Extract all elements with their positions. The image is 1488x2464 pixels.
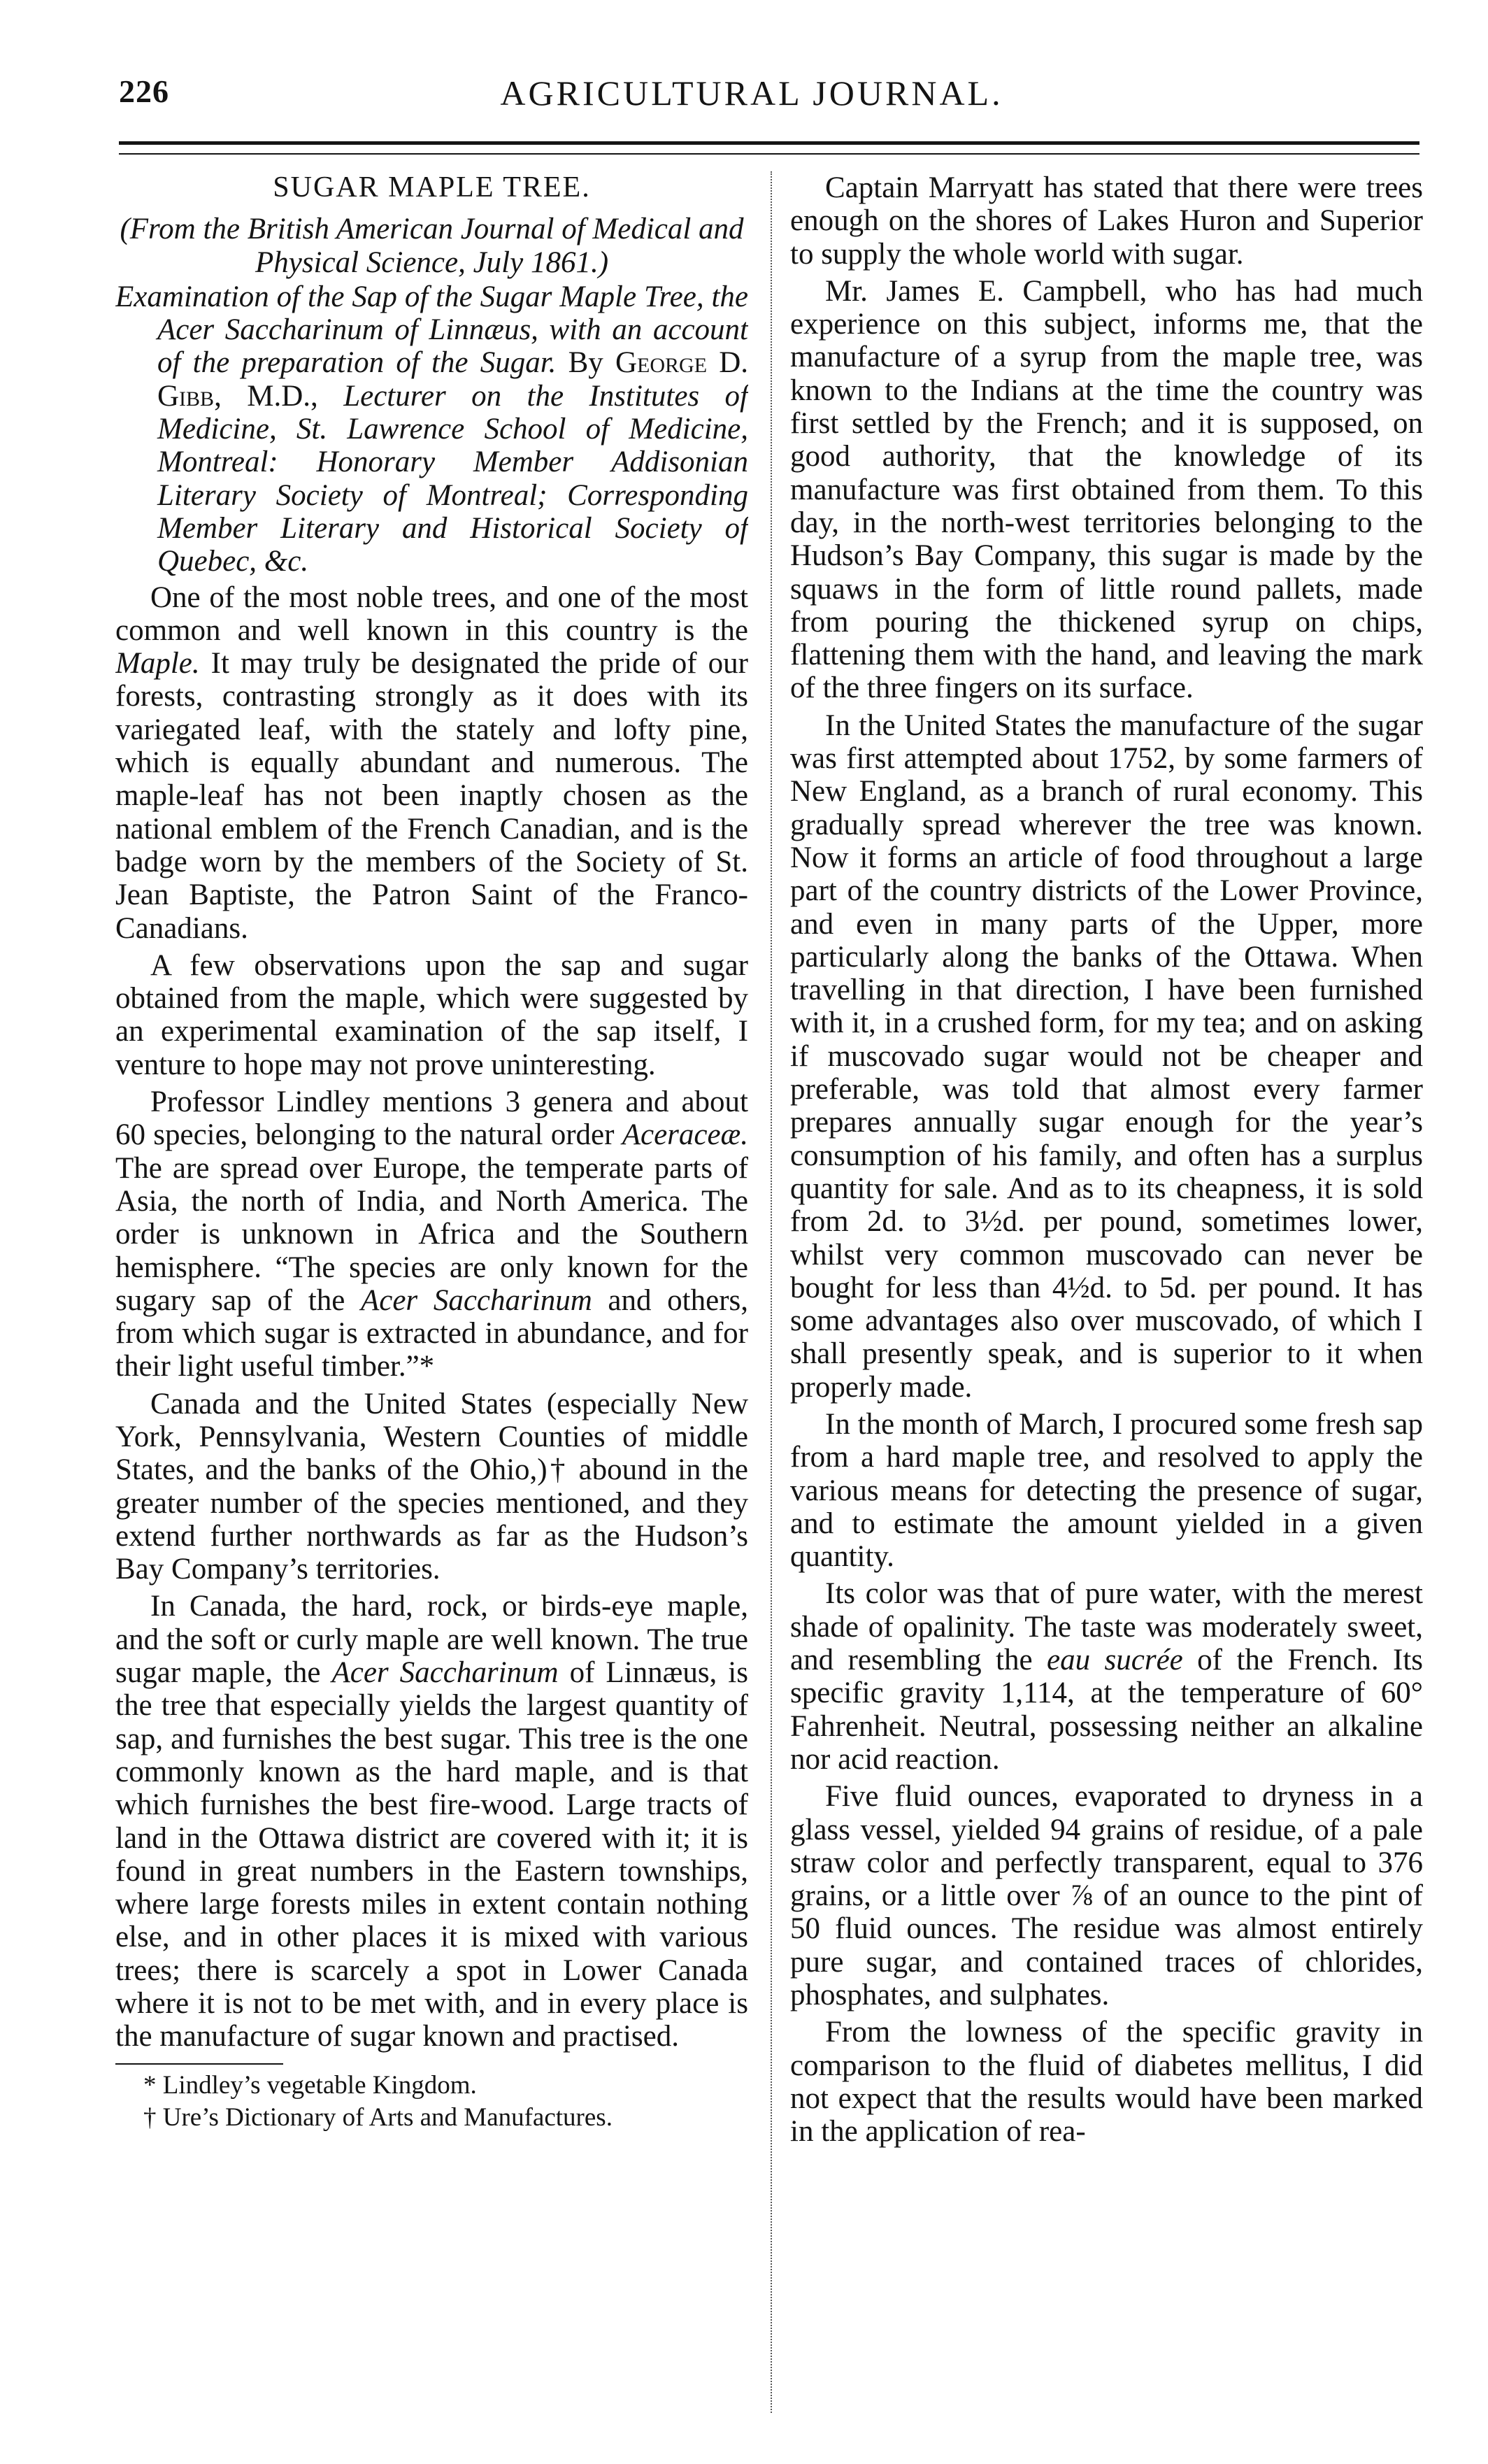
article-source: (From the British American Journal of Medical and Physical Science, July 1861.) xyxy=(120,213,744,279)
article-subtitle: Examination of the Sap of the Sugar Maple Tree, the Acer Saccharinum of Linnæus, with an account of the preparation of the Sugar. xyxy=(115,280,748,380)
running-head: AGRICULTURAL JOURNAL. xyxy=(500,73,1003,113)
right-paragraph-4: In the month of March, I procured some fresh sap from a hard maple tree, and resolved to apply the various means for detecting the presence of sugar, and to estimate the amount yielded in a given quantity. xyxy=(790,1407,1423,1574)
left-paragraph-4: Canada and the United States (especially New York, Pennsylvania, Western Counties of middle States, and the banks of the Ohio,)† abound in the greater number of the species mentioned, and they extend further northwards as far as the Hudson’s Bay Company’s territories. xyxy=(115,1387,748,1586)
author-by: By xyxy=(568,346,603,380)
right-paragraph-1: Captain Marryatt has stated that there were trees enough on the shores of Lakes Huron and Superior to supply the whole world with sugar. xyxy=(790,171,1423,271)
right-paragraph-5: Its color was that of pure water, with the merest shade of opalinity. The taste was moderately sweet, and resembling the eau sucrée of the French. Its specific gravity 1,114, at the temperature of 60° Fahrenheit. Neutral, possessing neither an alkaline nor acid reaction. xyxy=(790,1577,1423,1776)
left-paragraph-1: One of the most noble trees, and one of the most common and well known in this country is the Maple. It may truly be designated the pride of our forests, contrasting strongly as it does with its variegated leaf, with the stately and lofty pine, which is equally abundant and numerous. The maple-leaf has not been inaptly chosen as the national emblem of the French Canadian, and is the badge worn by the members of the Society of St. Jean Baptiste, the Patron Saint of the Franco-Canadians. xyxy=(115,581,748,945)
left-paragraph-2: A few observations upon the sap and sugar obtained from the maple, which were suggested by an experimental examination of the sap itself, I venture to hope may not prove uninteresting. xyxy=(115,948,748,1081)
right-paragraph-2: Mr. James E. Campbell, who has had much experience on this subject, informs me, that the manufacture of a syrup from the maple tree, was known to the Indians at the time the country was first settled by the French; and it is supposed, on good authority, that the knowledge of its manufacture was first obtained from them. To this day, in the north-west territories belonging to the Hudson’s Bay Company, this sugar is made by the squaws in the form of little round pallets, made from pouring the thickened syrup on chips, flattening them with the hand, and leaving the mark of the three fingers on its surface. xyxy=(790,274,1423,705)
author-credentials: Lecturer on the Institutes of Medicine, St. Lawrence School of Medicine, Montreal: Honorary Member Addisonian Literary Society of Montreal; Corresponding Member Literary and Historical Society of Quebec, &c. xyxy=(157,379,748,578)
footnote-1: * Lindley’s vegetable Kingdom. xyxy=(143,2070,477,2100)
left-paragraph-5: In Canada, the hard, rock, or birds-eye maple, and the soft or curly maple are well known. The true sugar maple, the Acer Saccharinum of Linnæus, is the tree that especially yields the largest quantity of sap, and furnishes the best sugar. This tree is the one commonly known as the hard maple, and is that which furnishes the best fire-wood. Large tracts of land in the Ottawa district are covered with it; it is found in great numbers in the Eastern townships, where large forests miles in extent contain nothing else, and in other places it is mixed with various trees; there is scarcely a spot in Lower Canada where it is not to be met with, and in every place is the manufacture of sugar known and practised. xyxy=(115,1590,748,2053)
page-header xyxy=(77,73,1426,129)
column-divider xyxy=(771,171,772,2413)
footnote-rule xyxy=(115,2063,283,2065)
author-name: George D. Gibb, M.D., xyxy=(157,346,748,413)
footnote-2: † Ure’s Dictionary of Arts and Manufactures. xyxy=(143,2102,613,2132)
header-double-rule xyxy=(119,141,1419,155)
right-column xyxy=(790,171,1423,2409)
right-paragraph-6: Five fluid ounces, evaporated to dryness in a glass vessel, yielded 94 grains of residue, of a pale straw color and perfectly transparent, equal to 376 grains, or a little over ⅞ of an ounce to the pint of 50 fluid ounces. The residue was almost entirely pure sugar, and contained traces of chlorides, phosphates, and sulphates. xyxy=(790,1780,1423,2012)
article-title: SUGAR MAPLE TREE. xyxy=(273,171,591,204)
left-column xyxy=(115,171,748,2409)
right-paragraph-3: In the United States the manufacture of the sugar was first attempted about 1752, by some farmers of New England, as a branch of rural economy. This gradually spread wherever the tree was known. Now it forms an article of food throughout a large part of the country districts of the Lower Province, and even in many parts of the Upper, more particularly along the banks of the Ottawa. When travelling in that direction, I have been furnished with it, in a crushed form, for my tea; and on asking if muscovado sugar would not be cheaper and preferable, was told that almost every farmer prepares annually sugar enough for the year’s consumption of his family, and often has a surplus quantity for sale. And as to its cheapness, it is sold from 2d. to 3½d. per pound, sometimes lower, whilst very common muscovado can never be bought for less than 4½d. to 5d. per pound. It has some advantages also over muscovado, of which I shall presently speak, and is superior to it when properly made. xyxy=(790,708,1423,1404)
left-paragraph-3: Professor Lindley mentions 3 genera and about 60 species, belonging to the natural order Aceraceæ. The are spread over Europe, the temperate parts of Asia, the north of India, and North America. The order is unknown in Africa and the Southern hemisphere. “The species are only known for the sugary sap of the Acer Saccharinum and others, from which sugar is extracted in abundance, and for their light useful timber.”* xyxy=(115,1085,748,1383)
article-byline xyxy=(115,280,748,578)
right-paragraph-7: From the lowness of the specific gravity in comparison to the fluid of diabetes mellitus, I did not expect that the results would have been marked in the application of rea- xyxy=(790,2016,1423,2149)
page-number: 226 xyxy=(119,73,169,109)
